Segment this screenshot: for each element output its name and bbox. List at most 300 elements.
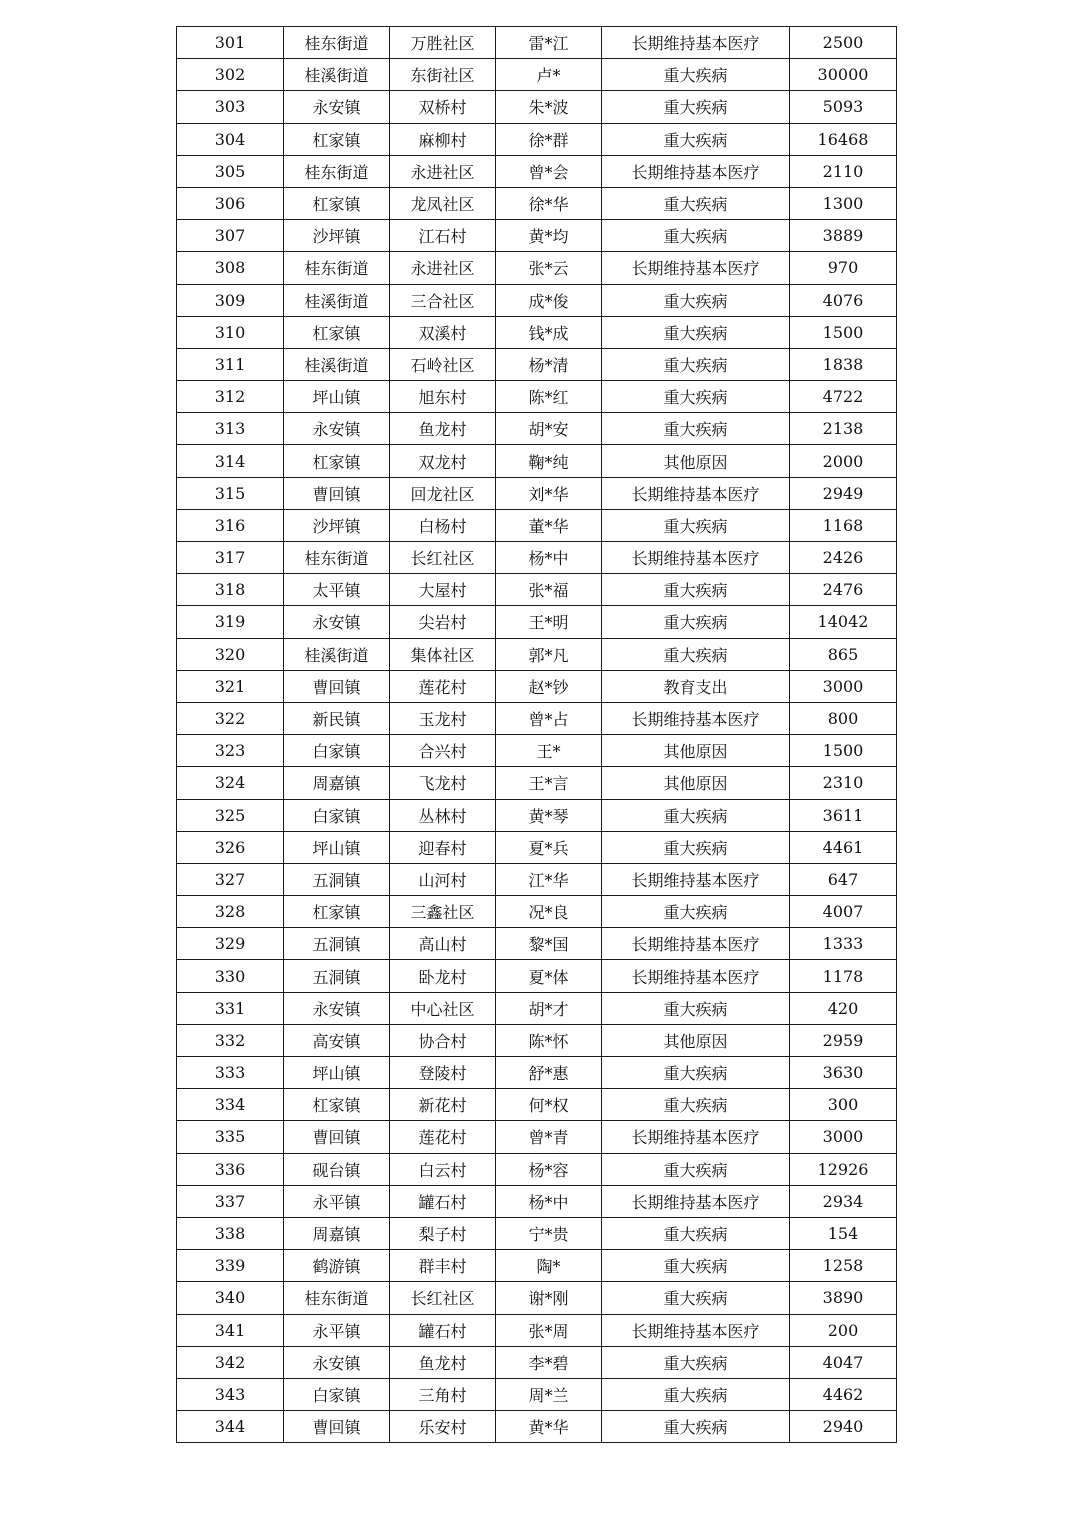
cell-reason: 重大疾病 bbox=[602, 348, 790, 380]
cell-number: 314 bbox=[177, 445, 284, 477]
cell-town: 坪山镇 bbox=[284, 381, 390, 413]
cell-reason: 长期维持基本医疗 bbox=[602, 928, 790, 960]
cell-village: 莲花村 bbox=[390, 1121, 496, 1153]
cell-amount: 4722 bbox=[790, 381, 897, 413]
cell-number: 329 bbox=[177, 928, 284, 960]
cell-reason: 长期维持基本医疗 bbox=[602, 27, 790, 59]
cell-town: 永平镇 bbox=[284, 1314, 390, 1346]
cell-village: 三鑫社区 bbox=[390, 896, 496, 928]
cell-village: 白云村 bbox=[390, 1153, 496, 1185]
cell-amount: 2476 bbox=[790, 574, 897, 606]
cell-name: 曾*会 bbox=[496, 155, 602, 187]
table-row bbox=[177, 381, 897, 413]
cell-reason: 重大疾病 bbox=[602, 1250, 790, 1282]
cell-amount: 1838 bbox=[790, 348, 897, 380]
cell-number: 325 bbox=[177, 799, 284, 831]
cell-town: 永安镇 bbox=[284, 606, 390, 638]
cell-number: 304 bbox=[177, 123, 284, 155]
cell-number: 306 bbox=[177, 187, 284, 219]
cell-name: 况*良 bbox=[496, 896, 602, 928]
cell-amount: 1500 bbox=[790, 316, 897, 348]
cell-name: 夏*兵 bbox=[496, 831, 602, 863]
table-row bbox=[177, 1282, 897, 1314]
cell-village: 双溪村 bbox=[390, 316, 496, 348]
cell-reason: 重大疾病 bbox=[602, 381, 790, 413]
cell-name: 王* bbox=[496, 735, 602, 767]
cell-reason: 重大疾病 bbox=[602, 284, 790, 316]
cell-name: 成*俊 bbox=[496, 284, 602, 316]
cell-number: 316 bbox=[177, 509, 284, 541]
cell-village: 罐石村 bbox=[390, 1185, 496, 1217]
cell-reason: 重大疾病 bbox=[602, 91, 790, 123]
cell-reason: 其他原因 bbox=[602, 1024, 790, 1056]
cell-number: 320 bbox=[177, 638, 284, 670]
cell-name: 张*周 bbox=[496, 1314, 602, 1346]
cell-town: 坪山镇 bbox=[284, 1057, 390, 1089]
cell-reason: 其他原因 bbox=[602, 445, 790, 477]
cell-town: 桂东街道 bbox=[284, 252, 390, 284]
cell-village: 回龙社区 bbox=[390, 477, 496, 509]
cell-village: 永进社区 bbox=[390, 155, 496, 187]
cell-village: 永进社区 bbox=[390, 252, 496, 284]
cell-town: 桂东街道 bbox=[284, 155, 390, 187]
table-row bbox=[177, 1057, 897, 1089]
cell-village: 玉龙村 bbox=[390, 702, 496, 734]
cell-number: 312 bbox=[177, 381, 284, 413]
cell-town: 永安镇 bbox=[284, 1346, 390, 1378]
cell-village: 山河村 bbox=[390, 863, 496, 895]
cell-village: 尖岩村 bbox=[390, 606, 496, 638]
cell-number: 318 bbox=[177, 574, 284, 606]
cell-number: 332 bbox=[177, 1024, 284, 1056]
table-row bbox=[177, 638, 897, 670]
cell-number: 301 bbox=[177, 27, 284, 59]
table-row bbox=[177, 445, 897, 477]
cell-reason: 长期维持基本医疗 bbox=[602, 1314, 790, 1346]
cell-name: 黄*均 bbox=[496, 220, 602, 252]
cell-name: 郭*凡 bbox=[496, 638, 602, 670]
cell-name: 何*权 bbox=[496, 1089, 602, 1121]
cell-amount: 4007 bbox=[790, 896, 897, 928]
cell-village: 长红社区 bbox=[390, 1282, 496, 1314]
cell-name: 杨*清 bbox=[496, 348, 602, 380]
cell-name: 陈*红 bbox=[496, 381, 602, 413]
cell-name: 王*言 bbox=[496, 767, 602, 799]
cell-town: 五洞镇 bbox=[284, 863, 390, 895]
table-row bbox=[177, 1217, 897, 1249]
cell-town: 高安镇 bbox=[284, 1024, 390, 1056]
cell-reason: 重大疾病 bbox=[602, 896, 790, 928]
cell-town: 桂东街道 bbox=[284, 27, 390, 59]
cell-village: 乐安村 bbox=[390, 1411, 496, 1443]
table-row bbox=[177, 155, 897, 187]
cell-town: 桂溪街道 bbox=[284, 348, 390, 380]
cell-reason: 重大疾病 bbox=[602, 59, 790, 91]
table-row bbox=[177, 252, 897, 284]
cell-number: 342 bbox=[177, 1346, 284, 1378]
cell-amount: 30000 bbox=[790, 59, 897, 91]
cell-amount: 3000 bbox=[790, 1121, 897, 1153]
cell-village: 迎春村 bbox=[390, 831, 496, 863]
cell-village: 中心社区 bbox=[390, 992, 496, 1024]
cell-amount: 4461 bbox=[790, 831, 897, 863]
cell-village: 罐石村 bbox=[390, 1314, 496, 1346]
cell-number: 308 bbox=[177, 252, 284, 284]
cell-village: 丛林村 bbox=[390, 799, 496, 831]
cell-town: 沙坪镇 bbox=[284, 509, 390, 541]
cell-number: 305 bbox=[177, 155, 284, 187]
cell-village: 江石村 bbox=[390, 220, 496, 252]
table-row bbox=[177, 1185, 897, 1217]
table-row bbox=[177, 542, 897, 574]
cell-reason: 重大疾病 bbox=[602, 1346, 790, 1378]
cell-name: 陶* bbox=[496, 1250, 602, 1282]
cell-reason: 长期维持基本医疗 bbox=[602, 155, 790, 187]
cell-town: 永平镇 bbox=[284, 1185, 390, 1217]
cell-number: 313 bbox=[177, 413, 284, 445]
cell-amount: 2949 bbox=[790, 477, 897, 509]
cell-village: 三合社区 bbox=[390, 284, 496, 316]
cell-town: 曹回镇 bbox=[284, 670, 390, 702]
cell-name: 胡*安 bbox=[496, 413, 602, 445]
cell-town: 五洞镇 bbox=[284, 928, 390, 960]
table-row bbox=[177, 27, 897, 59]
cell-town: 曹回镇 bbox=[284, 1121, 390, 1153]
table-row bbox=[177, 1378, 897, 1410]
cell-name: 舒*惠 bbox=[496, 1057, 602, 1089]
cell-number: 302 bbox=[177, 59, 284, 91]
cell-village: 双龙村 bbox=[390, 445, 496, 477]
table-row bbox=[177, 348, 897, 380]
cell-name: 卢* bbox=[496, 59, 602, 91]
cell-name: 鞠*纯 bbox=[496, 445, 602, 477]
cell-name: 宁*贵 bbox=[496, 1217, 602, 1249]
cell-amount: 3000 bbox=[790, 670, 897, 702]
cell-name: 张*云 bbox=[496, 252, 602, 284]
cell-reason: 重大疾病 bbox=[602, 799, 790, 831]
cell-village: 龙凤社区 bbox=[390, 187, 496, 219]
cell-number: 311 bbox=[177, 348, 284, 380]
cell-reason: 重大疾病 bbox=[602, 220, 790, 252]
cell-village: 梨子村 bbox=[390, 1217, 496, 1249]
table-row bbox=[177, 91, 897, 123]
cell-amount: 647 bbox=[790, 863, 897, 895]
cell-reason: 重大疾病 bbox=[602, 574, 790, 606]
table-row bbox=[177, 1346, 897, 1378]
cell-village: 长红社区 bbox=[390, 542, 496, 574]
cell-village: 鱼龙村 bbox=[390, 1346, 496, 1378]
cell-number: 321 bbox=[177, 670, 284, 702]
cell-village: 三角村 bbox=[390, 1378, 496, 1410]
cell-name: 钱*成 bbox=[496, 316, 602, 348]
cell-name: 黄*华 bbox=[496, 1411, 602, 1443]
table-row bbox=[177, 1089, 897, 1121]
table-row bbox=[177, 767, 897, 799]
cell-town: 太平镇 bbox=[284, 574, 390, 606]
cell-amount: 1300 bbox=[790, 187, 897, 219]
cell-name: 曾*占 bbox=[496, 702, 602, 734]
table-row bbox=[177, 509, 897, 541]
cell-amount: 154 bbox=[790, 1217, 897, 1249]
cell-reason: 重大疾病 bbox=[602, 831, 790, 863]
cell-amount: 1500 bbox=[790, 735, 897, 767]
cell-town: 桂溪街道 bbox=[284, 284, 390, 316]
cell-amount: 1168 bbox=[790, 509, 897, 541]
table-row bbox=[177, 123, 897, 155]
cell-village: 登陵村 bbox=[390, 1057, 496, 1089]
table-row bbox=[177, 863, 897, 895]
table-row bbox=[177, 702, 897, 734]
cell-reason: 长期维持基本医疗 bbox=[602, 863, 790, 895]
cell-village: 协合村 bbox=[390, 1024, 496, 1056]
cell-village: 大屋村 bbox=[390, 574, 496, 606]
cell-name: 杨*中 bbox=[496, 1185, 602, 1217]
cell-town: 坪山镇 bbox=[284, 831, 390, 863]
cell-reason: 重大疾病 bbox=[602, 123, 790, 155]
cell-town: 永安镇 bbox=[284, 413, 390, 445]
cell-number: 303 bbox=[177, 91, 284, 123]
cell-number: 344 bbox=[177, 1411, 284, 1443]
cell-amount: 5093 bbox=[790, 91, 897, 123]
cell-amount: 2000 bbox=[790, 445, 897, 477]
cell-reason: 重大疾病 bbox=[602, 1411, 790, 1443]
cell-village: 合兴村 bbox=[390, 735, 496, 767]
cell-town: 白家镇 bbox=[284, 1378, 390, 1410]
assistance-table bbox=[176, 26, 897, 1443]
cell-amount: 2426 bbox=[790, 542, 897, 574]
table-row bbox=[177, 1024, 897, 1056]
cell-reason: 其他原因 bbox=[602, 735, 790, 767]
table-row bbox=[177, 670, 897, 702]
cell-number: 315 bbox=[177, 477, 284, 509]
cell-amount: 3889 bbox=[790, 220, 897, 252]
cell-town: 杠家镇 bbox=[284, 316, 390, 348]
cell-amount: 300 bbox=[790, 1089, 897, 1121]
cell-amount: 1178 bbox=[790, 960, 897, 992]
cell-number: 341 bbox=[177, 1314, 284, 1346]
cell-village: 石岭社区 bbox=[390, 348, 496, 380]
table-row bbox=[177, 187, 897, 219]
cell-name: 徐*群 bbox=[496, 123, 602, 155]
cell-village: 旭东村 bbox=[390, 381, 496, 413]
cell-town: 曹回镇 bbox=[284, 477, 390, 509]
cell-village: 集体社区 bbox=[390, 638, 496, 670]
table-row bbox=[177, 1121, 897, 1153]
cell-reason: 重大疾病 bbox=[602, 1057, 790, 1089]
cell-village: 万胜社区 bbox=[390, 27, 496, 59]
cell-name: 张*福 bbox=[496, 574, 602, 606]
cell-town: 周嘉镇 bbox=[284, 1217, 390, 1249]
cell-number: 307 bbox=[177, 220, 284, 252]
cell-amount: 2959 bbox=[790, 1024, 897, 1056]
cell-village: 鱼龙村 bbox=[390, 413, 496, 445]
cell-amount: 2310 bbox=[790, 767, 897, 799]
table-row bbox=[177, 1153, 897, 1185]
cell-town: 沙坪镇 bbox=[284, 220, 390, 252]
cell-amount: 4462 bbox=[790, 1378, 897, 1410]
cell-name: 朱*波 bbox=[496, 91, 602, 123]
cell-reason: 长期维持基本医疗 bbox=[602, 252, 790, 284]
cell-reason: 其他原因 bbox=[602, 767, 790, 799]
cell-village: 高山村 bbox=[390, 928, 496, 960]
cell-amount: 2500 bbox=[790, 27, 897, 59]
cell-name: 黄*琴 bbox=[496, 799, 602, 831]
cell-amount: 12926 bbox=[790, 1153, 897, 1185]
cell-town: 永安镇 bbox=[284, 91, 390, 123]
cell-town: 桂溪街道 bbox=[284, 59, 390, 91]
table-row bbox=[177, 477, 897, 509]
cell-amount: 970 bbox=[790, 252, 897, 284]
cell-number: 343 bbox=[177, 1378, 284, 1410]
cell-town: 杠家镇 bbox=[284, 896, 390, 928]
cell-name: 董*华 bbox=[496, 509, 602, 541]
cell-town: 桂东街道 bbox=[284, 1282, 390, 1314]
cell-number: 317 bbox=[177, 542, 284, 574]
cell-name: 徐*华 bbox=[496, 187, 602, 219]
cell-reason: 重大疾病 bbox=[602, 413, 790, 445]
cell-amount: 1258 bbox=[790, 1250, 897, 1282]
cell-name: 黎*国 bbox=[496, 928, 602, 960]
cell-village: 双桥村 bbox=[390, 91, 496, 123]
cell-amount: 4047 bbox=[790, 1346, 897, 1378]
cell-amount: 3890 bbox=[790, 1282, 897, 1314]
cell-number: 334 bbox=[177, 1089, 284, 1121]
cell-town: 杠家镇 bbox=[284, 1089, 390, 1121]
cell-town: 白家镇 bbox=[284, 735, 390, 767]
cell-number: 339 bbox=[177, 1250, 284, 1282]
cell-name: 周*兰 bbox=[496, 1378, 602, 1410]
cell-village: 飞龙村 bbox=[390, 767, 496, 799]
table-row bbox=[177, 960, 897, 992]
cell-amount: 2138 bbox=[790, 413, 897, 445]
cell-number: 327 bbox=[177, 863, 284, 895]
cell-number: 335 bbox=[177, 1121, 284, 1153]
table-row bbox=[177, 735, 897, 767]
cell-village: 东街社区 bbox=[390, 59, 496, 91]
cell-town: 曹回镇 bbox=[284, 1411, 390, 1443]
table-row bbox=[177, 413, 897, 445]
cell-reason: 重大疾病 bbox=[602, 1089, 790, 1121]
cell-reason: 重大疾病 bbox=[602, 1217, 790, 1249]
cell-village: 新花村 bbox=[390, 1089, 496, 1121]
cell-town: 杠家镇 bbox=[284, 445, 390, 477]
cell-reason: 重大疾病 bbox=[602, 638, 790, 670]
cell-amount: 420 bbox=[790, 992, 897, 1024]
table-row bbox=[177, 316, 897, 348]
cell-town: 杠家镇 bbox=[284, 187, 390, 219]
cell-town: 砚台镇 bbox=[284, 1153, 390, 1185]
cell-number: 310 bbox=[177, 316, 284, 348]
cell-town: 周嘉镇 bbox=[284, 767, 390, 799]
table-row bbox=[177, 1314, 897, 1346]
cell-reason: 重大疾病 bbox=[602, 992, 790, 1024]
cell-town: 鹤游镇 bbox=[284, 1250, 390, 1282]
table-row bbox=[177, 928, 897, 960]
cell-amount: 3630 bbox=[790, 1057, 897, 1089]
cell-name: 陈*怀 bbox=[496, 1024, 602, 1056]
cell-number: 324 bbox=[177, 767, 284, 799]
cell-village: 白杨村 bbox=[390, 509, 496, 541]
cell-number: 337 bbox=[177, 1185, 284, 1217]
cell-reason: 教育支出 bbox=[602, 670, 790, 702]
cell-amount: 2110 bbox=[790, 155, 897, 187]
table-row bbox=[177, 992, 897, 1024]
cell-number: 331 bbox=[177, 992, 284, 1024]
cell-amount: 865 bbox=[790, 638, 897, 670]
cell-name: 杨*中 bbox=[496, 542, 602, 574]
cell-village: 麻柳村 bbox=[390, 123, 496, 155]
cell-town: 桂溪街道 bbox=[284, 638, 390, 670]
cell-amount: 4076 bbox=[790, 284, 897, 316]
cell-town: 新民镇 bbox=[284, 702, 390, 734]
cell-name: 杨*容 bbox=[496, 1153, 602, 1185]
cell-town: 桂东街道 bbox=[284, 542, 390, 574]
table-row bbox=[177, 1411, 897, 1443]
table-body bbox=[177, 27, 897, 1443]
cell-number: 326 bbox=[177, 831, 284, 863]
cell-name: 曾*青 bbox=[496, 1121, 602, 1153]
cell-number: 333 bbox=[177, 1057, 284, 1089]
cell-amount: 800 bbox=[790, 702, 897, 734]
cell-amount: 1333 bbox=[790, 928, 897, 960]
cell-village: 莲花村 bbox=[390, 670, 496, 702]
cell-amount: 2940 bbox=[790, 1411, 897, 1443]
table-row bbox=[177, 59, 897, 91]
cell-number: 340 bbox=[177, 1282, 284, 1314]
cell-town: 杠家镇 bbox=[284, 123, 390, 155]
cell-reason: 重大疾病 bbox=[602, 1282, 790, 1314]
table-row bbox=[177, 220, 897, 252]
cell-name: 胡*才 bbox=[496, 992, 602, 1024]
cell-name: 王*明 bbox=[496, 606, 602, 638]
cell-reason: 重大疾病 bbox=[602, 1378, 790, 1410]
cell-number: 328 bbox=[177, 896, 284, 928]
cell-amount: 2934 bbox=[790, 1185, 897, 1217]
cell-reason: 长期维持基本医疗 bbox=[602, 960, 790, 992]
cell-amount: 200 bbox=[790, 1314, 897, 1346]
table-row bbox=[177, 1250, 897, 1282]
cell-reason: 重大疾病 bbox=[602, 606, 790, 638]
cell-reason: 重大疾病 bbox=[602, 187, 790, 219]
cell-town: 永安镇 bbox=[284, 992, 390, 1024]
cell-name: 夏*体 bbox=[496, 960, 602, 992]
cell-number: 309 bbox=[177, 284, 284, 316]
cell-village: 卧龙村 bbox=[390, 960, 496, 992]
table-row bbox=[177, 799, 897, 831]
cell-reason: 长期维持基本医疗 bbox=[602, 542, 790, 574]
cell-name: 雷*江 bbox=[496, 27, 602, 59]
cell-town: 白家镇 bbox=[284, 799, 390, 831]
cell-village: 群丰村 bbox=[390, 1250, 496, 1282]
table-row bbox=[177, 831, 897, 863]
table-row bbox=[177, 284, 897, 316]
cell-reason: 长期维持基本医疗 bbox=[602, 1185, 790, 1217]
cell-number: 338 bbox=[177, 1217, 284, 1249]
cell-town: 五洞镇 bbox=[284, 960, 390, 992]
cell-number: 319 bbox=[177, 606, 284, 638]
cell-reason: 长期维持基本医疗 bbox=[602, 477, 790, 509]
cell-amount: 14042 bbox=[790, 606, 897, 638]
cell-number: 336 bbox=[177, 1153, 284, 1185]
cell-amount: 16468 bbox=[790, 123, 897, 155]
table-row bbox=[177, 574, 897, 606]
cell-number: 323 bbox=[177, 735, 284, 767]
cell-reason: 长期维持基本医疗 bbox=[602, 702, 790, 734]
cell-number: 330 bbox=[177, 960, 284, 992]
cell-name: 江*华 bbox=[496, 863, 602, 895]
cell-name: 李*碧 bbox=[496, 1346, 602, 1378]
cell-amount: 3611 bbox=[790, 799, 897, 831]
